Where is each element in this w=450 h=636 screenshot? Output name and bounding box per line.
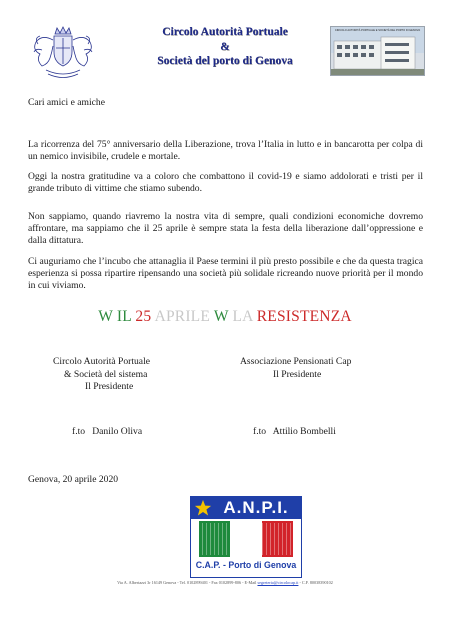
signature-right-line-1: Associazione Pensionati Cap bbox=[240, 356, 352, 367]
signature-right bbox=[240, 356, 420, 381]
flag-texture bbox=[199, 523, 293, 555]
signature-right-line-2: Il Presidente bbox=[273, 368, 322, 380]
date-place: Genova, 20 aprile 2020 bbox=[28, 474, 119, 485]
footer bbox=[0, 580, 450, 585]
slogan-aprile: APRILE bbox=[154, 308, 211, 325]
slogan-w2: W bbox=[213, 308, 229, 325]
slogan-num: 25 bbox=[135, 308, 152, 325]
footer-cf: - C.F. 80038390102 bbox=[298, 580, 333, 585]
star-icon bbox=[194, 499, 212, 517]
header-line-2: & bbox=[220, 40, 230, 53]
slogan-resistenza: RESISTENZA bbox=[256, 308, 352, 325]
signature-right-signed: f.to Attilio Bombelli bbox=[253, 426, 336, 437]
greeting: Cari amici e amiche bbox=[28, 97, 105, 108]
footer-email-link[interactable]: segreteria@circolocap.it bbox=[257, 580, 299, 585]
slogan-w1: W bbox=[98, 308, 113, 325]
anpi-title: A.N.P.I. bbox=[223, 498, 289, 517]
slogan bbox=[0, 308, 450, 326]
header-line-1: Circolo Autorità Portuale bbox=[162, 26, 288, 38]
footer-text: Via A. Albertazzi 3r 16149 Genova - Tel. 0102899401 - Fax 0102899-806 - E-Mail bbox=[117, 580, 257, 585]
slogan-la: LA bbox=[232, 308, 253, 325]
signature-left-signed: f.to Danilo Oliva bbox=[72, 426, 143, 437]
paragraph-2: Oggi la nostra gratitudine va a coloro che combattono il covid-19 e siamo addolorati e tristi per il grande tributo di vittime che stiamo subendo. bbox=[28, 171, 423, 195]
building-photo bbox=[330, 26, 425, 76]
paragraph-1: La ricorrenza del 75° anniversario della Liberazione, trova l’Italia in lutto e in bancarotta per colpa di un nemico invisibile, crudele e mortale. bbox=[28, 139, 423, 163]
header-title bbox=[120, 25, 330, 69]
building-photo-caption: CIRCOLO AUTORITÀ PORTUALE E SOCIETÀ DEL PORTO DI GENOVA bbox=[334, 29, 421, 32]
header-line-3: Società del porto di Genova bbox=[157, 55, 293, 67]
signature-left-line-2: & Società del sistema bbox=[64, 368, 148, 380]
slogan-il: IL bbox=[116, 308, 132, 325]
crest-logo bbox=[28, 24, 98, 84]
signature-left-line-1: Circolo Autorità Portuale bbox=[53, 356, 150, 367]
signature-left bbox=[53, 356, 213, 394]
paragraph-3: Non sappiamo, quando riavremo la nostra vita di sempre, quali condizioni economiche dovremo affrontare, ma sappiamo che il 25 aprile è sempre stata la festa della liberazione dall’oppressione e dalla dittatura. bbox=[28, 211, 423, 247]
paragraph-4: Ci auguriamo che l’incubo che attanaglia il Paese termini il più presto possibile e che da questa tragica esperienza si possa ripartire ripensando una società più solidale ricreando nuove priorità per il mondo in cui viviamo. bbox=[28, 256, 423, 292]
anpi-subtitle: C.A.P. - Porto di Genova bbox=[195, 560, 297, 570]
signature-left-line-3: Il Presidente bbox=[85, 381, 134, 392]
anpi-logo bbox=[190, 496, 302, 578]
